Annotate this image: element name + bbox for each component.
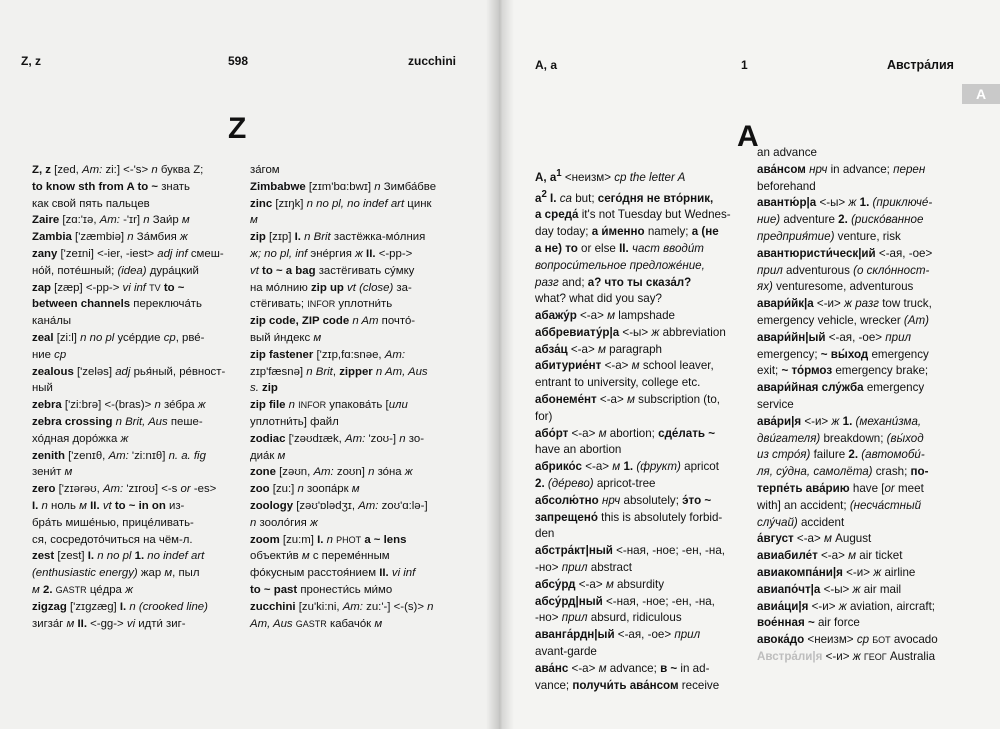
entry-line: have an abortion	[535, 443, 622, 457]
entry-line: zap [zæp] <-pp-> vi inf TV to ~	[32, 281, 185, 294]
entry-line: ж; no pl, inf эне́ргия ж II. <-pp->	[250, 247, 413, 260]
entry-line: ный	[32, 382, 53, 395]
entry-line: an advance	[757, 146, 817, 159]
entry-line: Zimbabwe [zɪm'bɑ:bwɪ] n Зимба́бве	[250, 180, 437, 193]
entry-line: абрико́с <-а> м 1. (фрукт) apricot	[535, 460, 719, 474]
entry-line: Австра́ли|я <-и> ж ГЕОГ Australia	[757, 649, 936, 663]
entry-line: а среда́ it's not Tuesday but Wednes-	[535, 208, 731, 222]
entry-line: ние) adventure 2. (риско́ванное	[757, 213, 924, 227]
entry-line: авиабиле́т <-а> м air ticket	[757, 549, 903, 563]
entry-line: zip [zɪp] I. n Brit застёжка-мо́лния	[250, 231, 426, 244]
entry-line: emergency; ~ вы́ход emergency	[757, 347, 929, 361]
entry-line: слу́чай) accident	[757, 515, 845, 529]
entry-line: zinc [zɪŋk] n no pl, no indef art цинк	[250, 197, 432, 210]
entry-line: n зооло́гия ж	[250, 516, 318, 529]
entry-line: what? what did you say?	[535, 292, 662, 306]
entry-line: $а^2$ I. са but; сего́дня не вто́рник,	[535, 188, 714, 205]
entry-line: ава́ри|я <-и> ж 1. (механи́зма,	[757, 414, 922, 428]
entry-line: -но> прил absurd, ridiculous	[535, 611, 682, 625]
entry-line: service	[757, 397, 794, 411]
entry-line: зигза́г м II. <-gg-> vi идти́ зиг-	[32, 617, 186, 630]
entry-line: avant-garde	[535, 645, 597, 659]
entry-line: zip fastener ['zɪp,fɑ:snəe, Am:	[250, 348, 406, 361]
entry-line: авари́йк|а <-и> ж разг tow truck,	[757, 297, 932, 311]
entry-line: авари́йн|ый <-ая, -ое> прил	[757, 330, 912, 344]
entry-line: абажу́р <-а> м lampshade	[535, 309, 676, 323]
entry-line: den	[535, 527, 555, 541]
entry-line: ние ср	[32, 348, 67, 361]
book-gutter-shadow	[486, 0, 514, 729]
entry-line: стёгивать; INFOR уплотни́ть	[250, 298, 393, 311]
entry-line: абсу́рд|ный <-ная, -ное; -ен, -на,	[535, 594, 715, 608]
entry-line: аббревиату́р|а <-ы> ж abbreviation	[535, 325, 726, 339]
entry-line: фо́кусным расстоя́нием II. vi inf	[250, 567, 416, 580]
entry-line: to ~ past пронести́сь ми́мо	[250, 583, 393, 596]
entry-line: zucchini [zu'ki:ni, Am: zu:'-] <-(s)> n	[250, 600, 434, 613]
entry-line: авиапо́чт|а <-ы> ж air mail	[757, 582, 902, 596]
entry-line: абонеме́нт <-а> м subscription (to,	[535, 393, 721, 407]
entry-line: Zambia ['zæmbiə] n За́мбия ж	[32, 231, 188, 244]
entry-line: авантюристи́ческ|ий <-ая, -ое>	[757, 246, 933, 260]
entry-line: 2. (де́рево) apricot-tree	[535, 477, 656, 491]
entry-line: терпе́ть ава́рию have [or meet	[757, 481, 924, 495]
entry-line: авари́йная слу́жба emergency	[757, 381, 925, 395]
entry-line: -но> прил abstract	[535, 561, 632, 575]
entry-line: zodiac ['zəʊdɪæk, Am: 'zoʊ-] n зо-	[250, 432, 424, 445]
entry-line: zoo [zu:] n зоопа́рк м	[250, 483, 360, 496]
entry-line: прил adventurous (о скло́нност-	[757, 263, 930, 277]
entry-line: на мо́лнию zip up vt (close) за-	[250, 281, 412, 294]
entry-line: with] an accident; (несча́стный	[757, 498, 922, 512]
entry-line: авиа́ци|я <-и> ж aviation, aircraft;	[757, 599, 936, 613]
entry-line: дви́гателя) breakdown; (вы́ход	[757, 431, 924, 445]
entry-line: абстра́кт|ный <-ная, -ное; -ен, -на,	[535, 544, 725, 558]
entry-line: I. n ноль м II. vt to ~ in on из-	[32, 499, 185, 512]
entry-line: for)	[535, 409, 553, 423]
entry-line: авока́до <неизм> ср БОТ avocado	[757, 633, 938, 647]
entry-line: объекти́в м с переме́нным	[250, 550, 390, 563]
entry-line: (enthusiastic energy) жар м, пыл	[32, 567, 200, 580]
entry-line: vt to ~ a bag застёгивать су́мку	[250, 264, 415, 277]
entry-line: а не) то or else II. част вводи́т	[535, 241, 704, 255]
entry-line: або́рт <-а> м abortion; сде́лать ~	[535, 426, 715, 440]
entry-line: zenith ['zenɪθ, Am: 'zi:nɪθ] n. a. fig	[32, 449, 206, 462]
entry-line: разг and; а? что ты сказа́л?	[535, 275, 692, 289]
entry-line: zealous ['zeləs] adj рья́ный, ре́вност-	[32, 365, 226, 378]
entry-line: zero ['zɪərəʊ, Am: 'zɪroʊ] <-s or -es>	[32, 483, 217, 496]
left-section-letter: Z	[228, 112, 247, 145]
entry-line: предприя́тие) venture, risk	[757, 229, 901, 243]
entry-line: ях) venturesome, adventurous	[757, 280, 914, 294]
entry-line: абитурие́нт <-а> м school leaver,	[535, 359, 714, 373]
entry-line: кана́лы	[32, 315, 72, 328]
entry-line: бра́ть мише́нью, прице́ливать-	[32, 516, 194, 529]
thumb-index-tab: А	[962, 84, 1000, 104]
right-column-2	[757, 145, 987, 666]
entry-line: to know sth from A to ~ знать	[32, 180, 190, 193]
entry-line: zebra crossing n Brit, Aus пеше-	[32, 415, 203, 428]
entry-line: zoology [zəʊ'ɒlədʒɪ, Am: zoʊ'ɑ:lə-]	[250, 499, 428, 512]
left-column-1	[32, 162, 242, 632]
entry-line: как свой пять пальцев	[32, 197, 150, 210]
entry-line: s. zip	[250, 382, 278, 395]
entry-line: zany ['zeɪni] <-ier, -iest> adj inf смеш-	[32, 247, 224, 260]
entry-line: entrant to university, college etc.	[535, 376, 701, 390]
entry-line: зени́т м	[32, 466, 73, 479]
entry-line: авантю́р|а <-ы> ж 1. (приключе́-	[757, 196, 933, 210]
right-page-number: 1	[741, 58, 748, 72]
entry-line: абсу́рд <-а> м absurdity	[535, 577, 665, 591]
entry-line: zigzag ['zɪgzæg] I. n (crooked line)	[32, 600, 208, 613]
entry-line: zɪp'fæsnə] n Brit, zipper n Am, Aus	[250, 365, 428, 378]
entry-line: а́вгуст <-а> м August	[757, 532, 872, 546]
entry-line: Zaire [zɑ:'ɪə, Am: -'ɪr] n Заи́р м	[32, 214, 190, 227]
entry-line: аванга́рдн|ый <-ая, -ое> прил	[535, 628, 701, 642]
entry-line: emergency vehicle, wrecker (Am)	[757, 313, 930, 327]
entry-line: Am, Aus GASTR кабачо́к м	[250, 617, 383, 630]
entry-line: но́й, потéшный; (idea) дура́цкий	[32, 264, 199, 277]
left-page-number: 598	[228, 54, 249, 68]
entry-line: из стро́я) failure 2. (автомоби́-	[757, 448, 925, 462]
entry-line: zip file n INFOR упакова́ть [или	[250, 399, 408, 412]
entry-line: day today; а и́менно namely; а (не	[535, 225, 719, 239]
entry-line: zest [zest] I. n no pl 1. no indef art	[32, 550, 205, 563]
entry-line: А, $а^1$ <неизм> ср the letter A	[535, 168, 686, 184]
entry-line: запрещено́ this is absolutely forbid-	[535, 510, 723, 524]
entry-line: ся, сосредото́читься на чём-л.	[32, 533, 193, 546]
entry-line: абза́ц <-а> м paragraph	[535, 342, 662, 356]
left-running-head-right: zucchini	[408, 54, 457, 68]
right-running-head-right: Австра́лия	[887, 58, 954, 72]
left-running-head: Z, z	[21, 54, 41, 68]
entry-line: абсолю́тно нрч absolutely; э́то ~	[535, 493, 712, 507]
entry-line: ава́нсом нрч in advance; перен	[757, 162, 926, 176]
entry-line: Z, z [zed, Am: zi:] <-'s> n буква Z;	[32, 164, 204, 176]
left-column-2	[250, 162, 484, 632]
entry-line: zoom [zu:m] I. n PHOT a ~ lens	[250, 533, 407, 546]
right-page	[500, 0, 1000, 729]
entry-line: between channels переключа́ть	[32, 298, 202, 311]
entry-line: вое́нная ~ air force	[757, 616, 860, 630]
entry-line: zeal [zi:l] n no pl усе́рдие ср, рве́-	[32, 331, 205, 344]
entry-line: вый и́ндекс м	[250, 331, 322, 344]
entry-line: exit; ~ то́рмоз emergency brake;	[757, 364, 929, 378]
entry-line: хо́дная доро́жка ж	[32, 432, 129, 445]
entry-line: вопроси́тельное предложе́ние,	[535, 258, 705, 272]
entry-line: zone [zəʊn, Am: zoʊn] n зо́на ж	[250, 466, 413, 479]
right-column-1	[535, 166, 747, 694]
right-section-letter: А	[737, 120, 759, 153]
entry-line: ля, су́дна, самолёта) crash; по-	[757, 465, 929, 479]
entry-line: vance; получи́ть ава́нсом receive	[535, 678, 720, 692]
entry-line: м	[250, 214, 258, 227]
entry-line: м 2. GASTR це́дра ж	[32, 583, 133, 596]
entry-line: ава́нс <-а> м advance; в ~ in ad-	[535, 661, 710, 675]
entry-line: за́гом	[250, 164, 280, 176]
entry-line: beforehand	[757, 179, 816, 193]
entry-line: уплотни́ть] файл	[250, 415, 339, 428]
entry-line: диа́к м	[250, 449, 286, 462]
entry-line: авиакомпа́ни|я <-и> ж airline	[757, 565, 916, 579]
entry-line: zip code, ZIP code n Am почто́-	[250, 315, 416, 328]
right-running-head: А, а	[535, 58, 558, 72]
entry-line: zebra ['zi:brə] <-(bras)> n зе́бра ж	[32, 399, 206, 412]
